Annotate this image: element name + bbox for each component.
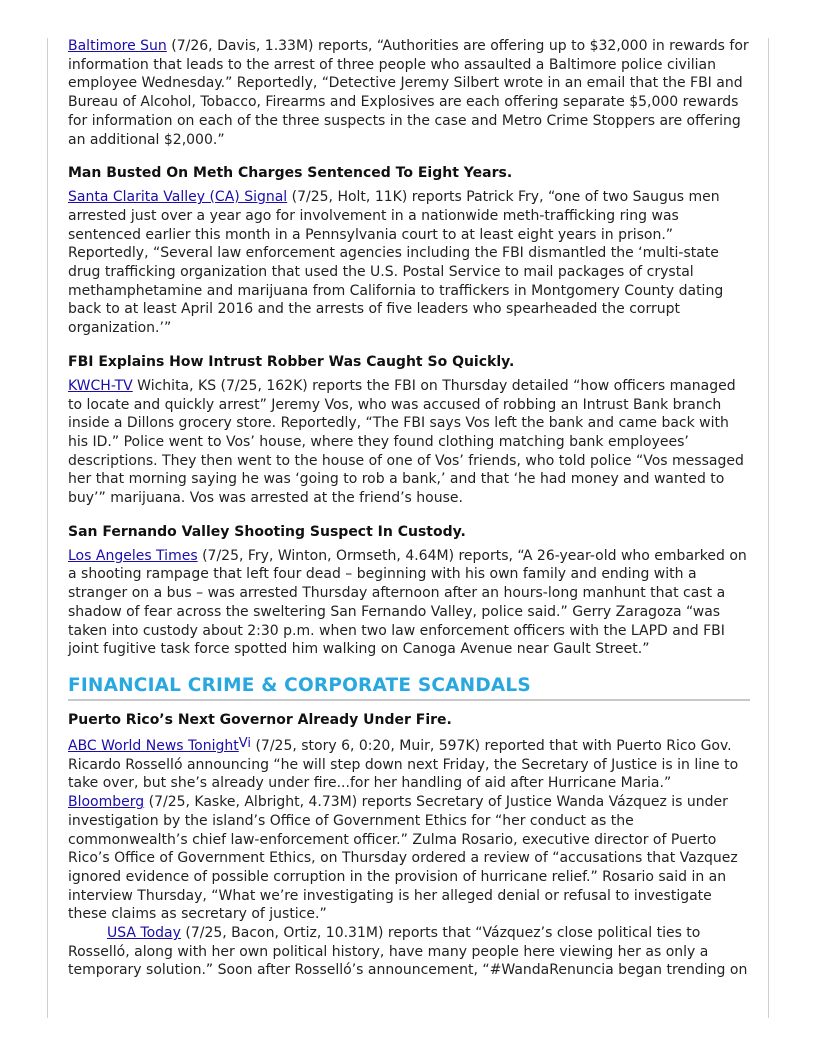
- article-text: (7/26, Davis, 1.33M) reports, “Authorities are offering up to $32,000 in rewards for information that leads to the arrest of three people who assaulted a Baltimore police civilian employee Wednesday.” Reportedly, “Detective Jeremy Silbert wrote in an email that the FBI and Bureau of Alcohol, Tobacco, Firearms and Explosives are each offering separate $5,000 rewards for information on each of the three suspects in the case and Metro Crime Stoppers are offering an additional $2,000.”: [68, 38, 749, 148]
- source-link[interactable]: USA Today: [107, 925, 181, 942]
- article-headline: Man Busted On Meth Charges Sentenced To Eight Years.: [68, 165, 513, 182]
- article-headline: FBI Explains How Intrust Robber Was Caught So Quickly.: [68, 353, 515, 370]
- newsletter-body: [68, 37, 750, 980]
- article-paragraph: [68, 735, 750, 924]
- article-text: (7/25, story 6, 0:20, Muir, 597K) reported that with Puerto Rico Gov. Ricardo Rosselló announcing “he will step down next Friday, the Secretary of Justice is in line to take over, but she’s already under fire...for her handling of aid after Hurricane Maria.”: [68, 737, 739, 792]
- right-margin-rule: [768, 38, 769, 1018]
- article-headline: San Fernando Valley Shooting Suspect In Custody.: [68, 523, 466, 540]
- article-text: (7/25, Fry, Winton, Ormseth, 4.64M) reports, “A 26-year-old who embarked on a shooting rampage that left four dead – beginning with his own family and ending with a stranger on a bus – was arrested Thursday afternoon after an hours-long manhunt that cast a shadow of fear across the sweltering San Fernando Valley, police said.” Gerry Zaragoza “was taken into custody about 2:30 p.m. when two law enforcement officers with the LAPD and FBI joint fugitive task force spotted him walking on Canoga Avenue near Gault Street.”: [68, 547, 747, 658]
- left-margin-rule: [47, 38, 48, 1018]
- article-headline: Puerto Rico’s Next Governor Already Under Fire.: [68, 711, 452, 728]
- article-paragraph: [68, 37, 750, 149]
- source-link[interactable]: Bloomberg: [68, 794, 145, 811]
- article-paragraph: [68, 188, 750, 338]
- source-link[interactable]: Baltimore Sun: [68, 38, 167, 54]
- article-text: Wichita, KS (7/25, 162K) reports the FBI on Thursday detailed “how officers managed to locate and quickly arrest” Jeremy Vos, who was accused of robbing an Intrust Bank branch inside a Dillons grocery store. Reportedly, “The FBI says Vos left the bank and came back with his ID.” Police went to Vos’ house, where they found clothing matching bank employees’ descriptions. They then went to the house of one of Vos’ friends, who told police “Vos messaged her that morning saying he was ‘going to rob a bank,’ and that ‘he had money and wanted to buy’” marijuana. Vos was arrested at the friend’s house.: [68, 377, 744, 507]
- source-link[interactable]: Los Angeles Times: [68, 547, 198, 564]
- article-text: (7/25, Holt, 11K) reports Patrick Fry, “one of two Saugus men arrested just over a year ago for involvement in a nationwide meth-trafficking ring was sentenced earlier this month in a Pennsylvania court to at least eight years in prison.” Reportedly, “Several law enforcement agencies including the FBI dismantled the ‘multi-state drug trafficking organization that used the U.S. Postal Service to mail packages of crystal methamphetamine and marijuana from California to traffickers in Montgomery County dating back to at least April 2016 and the arrests of five leaders who spearheaded the corrupt organization.’”: [68, 189, 724, 337]
- source-link[interactable]: KWCH-TV: [68, 377, 133, 394]
- article-text: (7/25, Bacon, Ortiz, 10.31M) reports that “Vázquez’s close political ties to Rosselló, along with her own political history, have many people here viewing her as only a temporary solution.” Soon after Rosselló’s announcement, “#WandaRenuncia began trending on: [68, 925, 748, 979]
- source-link[interactable]: ABC World News Tonight: [68, 737, 239, 754]
- source-link[interactable]: Santa Clarita Valley (CA) Signal: [68, 189, 288, 206]
- article-paragraph: [68, 547, 750, 659]
- video-link[interactable]: Vi: [238, 735, 251, 751]
- section-heading: FINANCIAL CRIME & CORPORATE SCANDALS: [68, 674, 750, 701]
- article-paragraph: [68, 377, 750, 508]
- article-text: (7/25, Kaske, Albright, 4.73M) reports Secretary of Justice Wanda Vázquez is under investigation by the island’s Office of Government Ethics for “her conduct as the commonwealth’s chief law-enforcement officer.” Zulma Rosario, executive director of Puerto Rico’s Office of Government Ethics, on Thursday ordered a review of “accusations that Vazquez ignored evidence of possible corruption in the provision of hurricane relief.” Rosario said in an interview Thursday, “What we’re investigating is her alleged denial or refusal to investigate these claims as secretary of justice.”: [68, 794, 738, 923]
- article-paragraph: [68, 924, 750, 980]
